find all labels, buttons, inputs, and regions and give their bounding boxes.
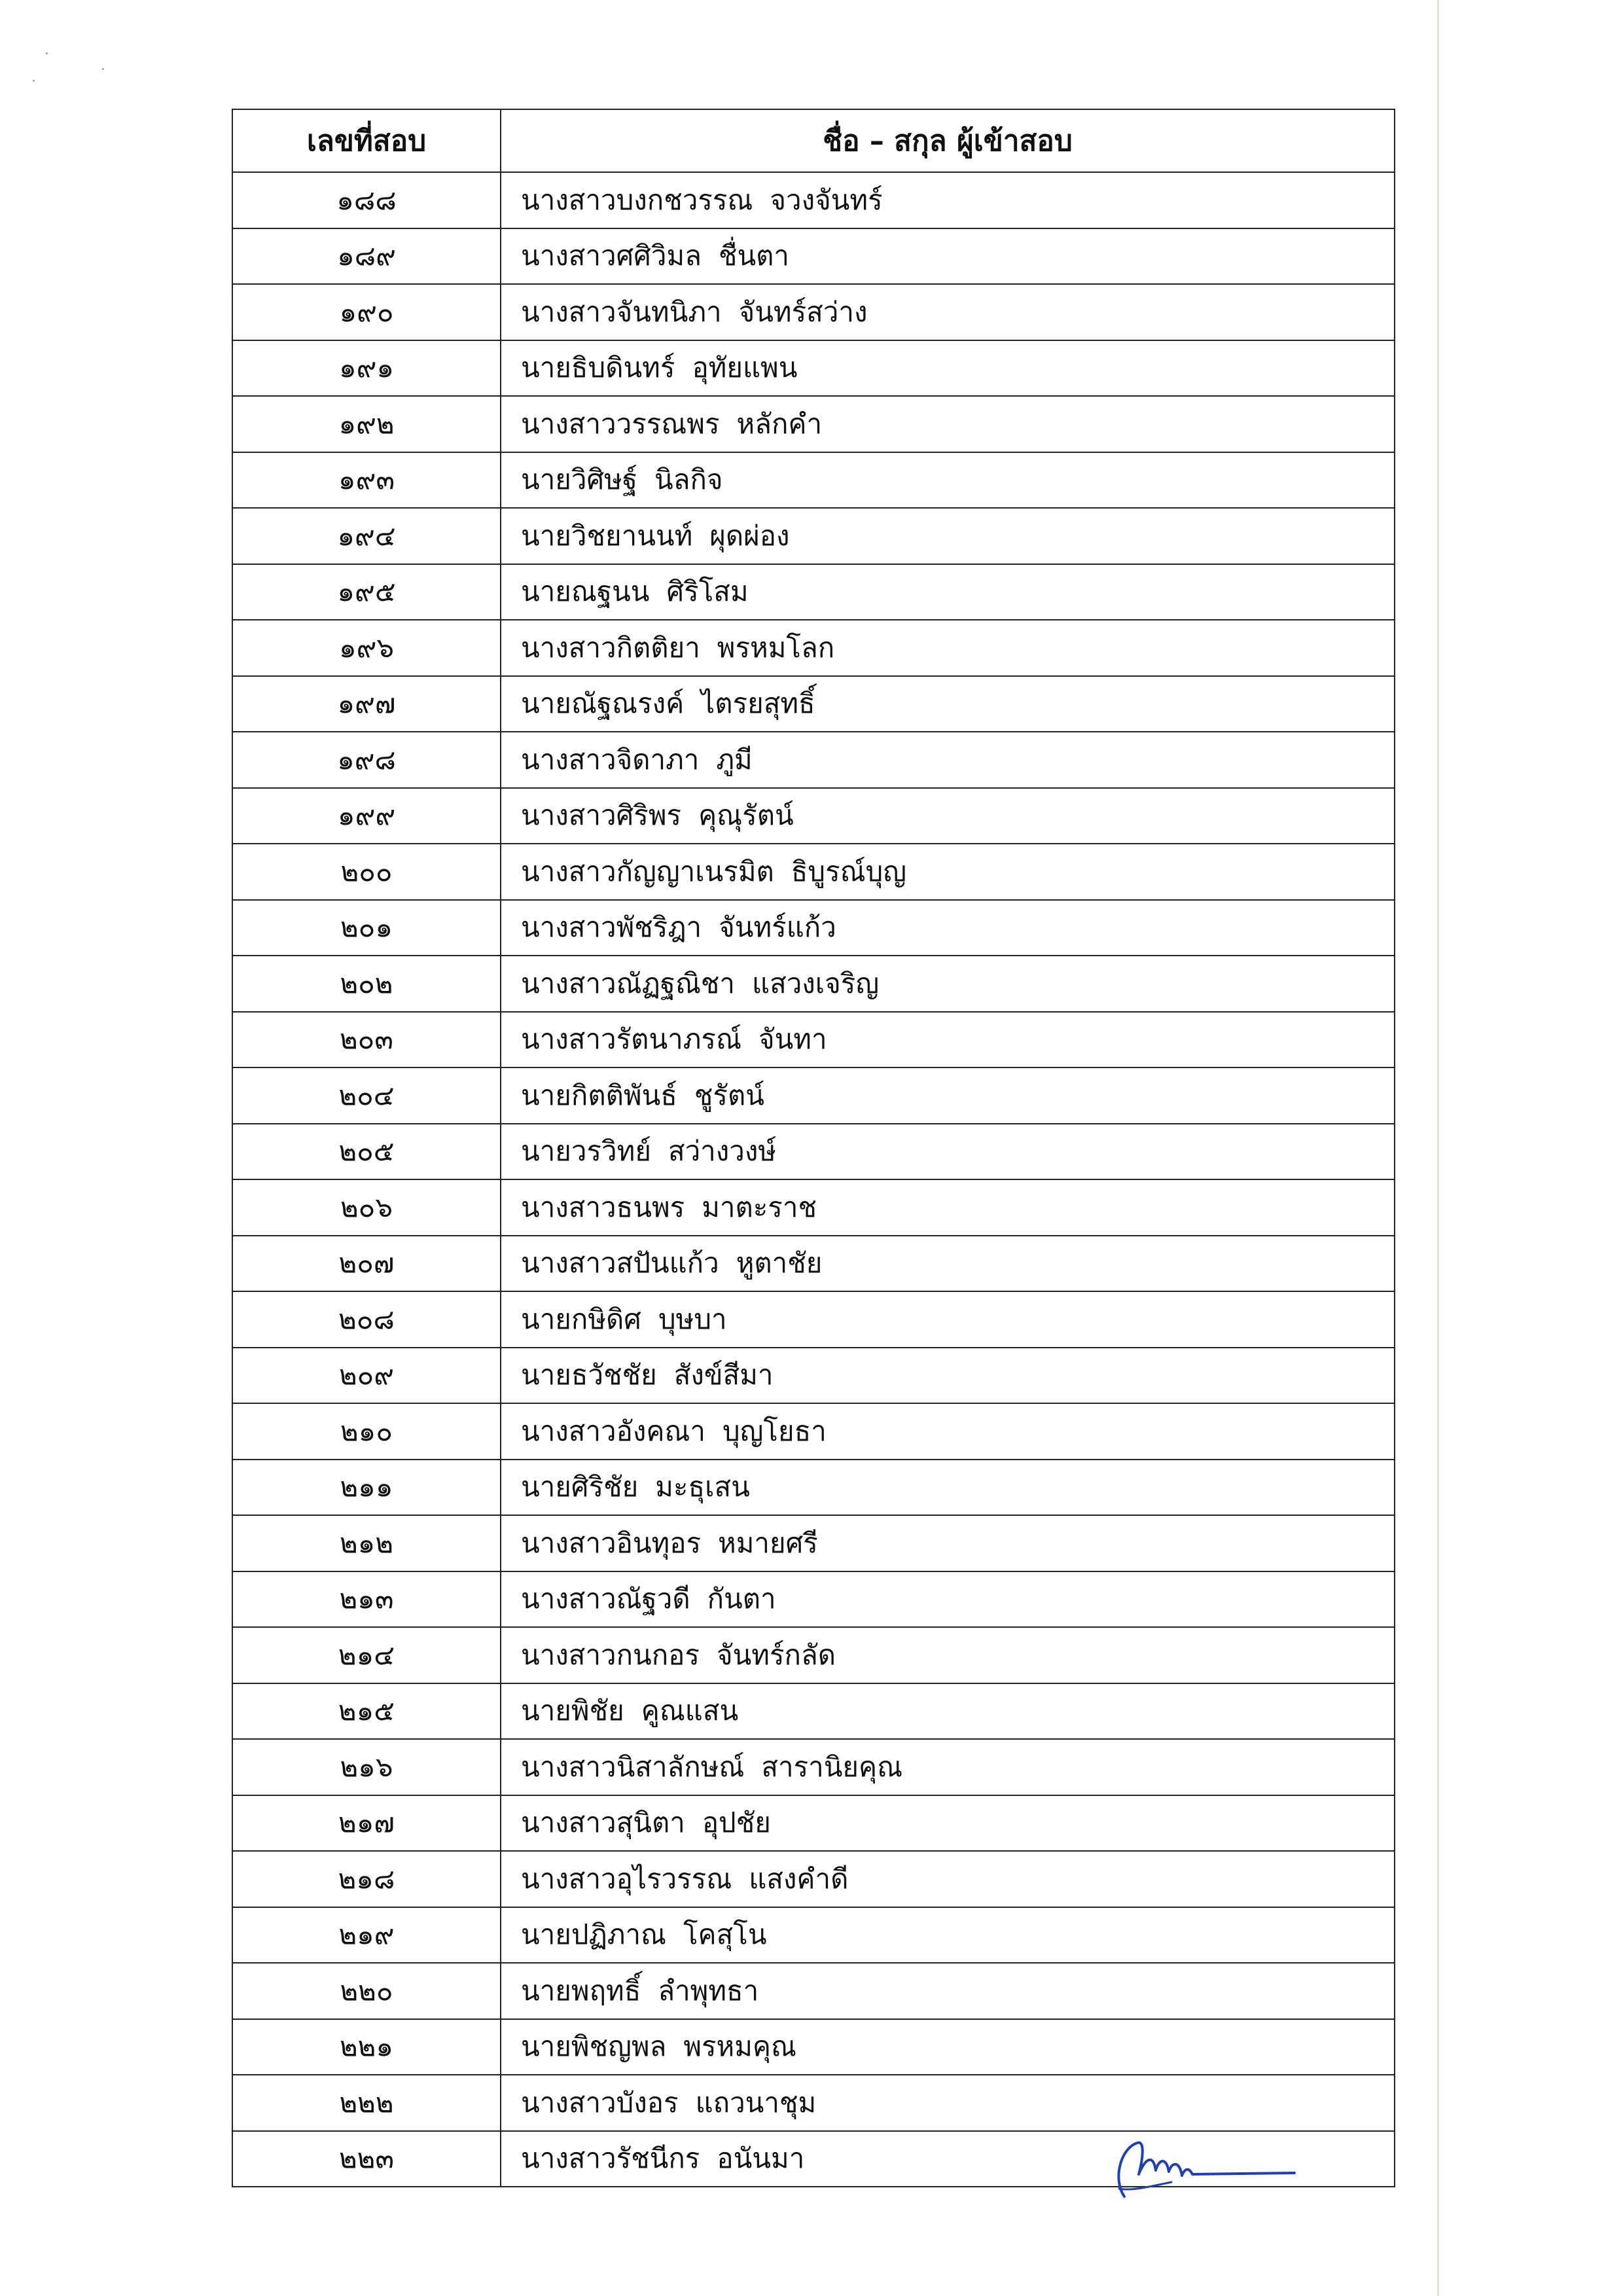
exam-number-cell: ๑๙๗ xyxy=(232,676,501,732)
candidate-last-name: บุญโยธา xyxy=(722,1414,827,1447)
table-row xyxy=(232,1348,1395,1404)
candidate-last-name: หมายศรี xyxy=(718,1526,818,1559)
table-row xyxy=(232,1067,1395,1124)
table-row xyxy=(232,1851,1395,1907)
exam-number-cell: ๑๙๒ xyxy=(232,396,501,452)
exam-number-cell: ๑๙๖ xyxy=(232,620,501,676)
table-row xyxy=(232,1403,1395,1460)
candidate-last-name: ธิบูรณ์บุญ xyxy=(791,855,907,888)
candidate-name-cell xyxy=(501,1179,1395,1236)
exam-number-cell: ๑๘๙ xyxy=(232,228,501,285)
scan-speck xyxy=(33,80,35,82)
candidate-name-cell xyxy=(501,228,1395,285)
exam-number-cell: ๒๒๐ xyxy=(232,1963,501,2019)
candidate-last-name: จันทา xyxy=(758,1023,827,1056)
candidate-name-cell xyxy=(501,1012,1395,1068)
candidate-name-cell xyxy=(501,1515,1395,1571)
candidate-first-name: นางสาวอุไรวรรณ xyxy=(521,1862,732,1895)
exam-number-cell: ๒๐๗ xyxy=(232,1236,501,1292)
table-row xyxy=(232,508,1395,564)
table-row xyxy=(232,732,1395,788)
exam-number-cell: ๑๙๓ xyxy=(232,452,501,509)
signature xyxy=(1106,2134,1296,2206)
candidate-name-cell xyxy=(501,172,1395,228)
candidate-first-name: นางสาวรัชนีกร xyxy=(521,2142,700,2175)
table-row xyxy=(232,396,1395,452)
table-row xyxy=(232,676,1395,732)
exam-number-cell: ๒๑๘ xyxy=(232,1851,501,1907)
candidate-first-name: นางสาวกนกอร xyxy=(521,1638,700,1671)
table-row xyxy=(232,564,1395,620)
candidate-first-name: นายกษิดิศ xyxy=(521,1302,641,1335)
candidate-last-name: จันทร์สว่าง xyxy=(738,295,868,328)
table-row xyxy=(232,620,1395,676)
table-row xyxy=(232,1627,1395,1683)
candidate-name-cell xyxy=(501,1460,1395,1516)
candidate-last-name: มะธุเสน xyxy=(655,1471,750,1503)
candidate-first-name: นางสาวกัญญาเนรมิต xyxy=(521,855,774,888)
candidate-last-name: หลักคำ xyxy=(736,407,823,440)
candidate-first-name: นายณัฐณรงค์ xyxy=(521,687,685,720)
candidate-first-name: นางสาวพัชริฎา xyxy=(521,911,702,944)
candidate-first-name: นายปฏิภาณ xyxy=(521,1918,666,1951)
candidate-name-cell xyxy=(501,620,1395,676)
candidate-name-cell xyxy=(501,564,1395,620)
table-row xyxy=(232,452,1395,509)
candidate-first-name: นางสาวอินทุอร xyxy=(521,1526,702,1559)
candidate-name-cell xyxy=(501,1683,1395,1740)
table-row xyxy=(232,1124,1395,1180)
candidate-last-name: กันตา xyxy=(707,1583,776,1615)
candidate-last-name: ลำพุทธา xyxy=(658,1974,759,2007)
table-row xyxy=(232,1179,1395,1236)
candidate-last-name: สารานิยคุณ xyxy=(761,1750,903,1783)
exam-number-cell: ๒๑๒ xyxy=(232,1515,501,1571)
candidate-name-cell xyxy=(501,1403,1395,1460)
candidate-name-cell xyxy=(501,1124,1395,1180)
candidate-name-cell xyxy=(501,340,1395,397)
candidate-last-name: สังข์สีมา xyxy=(673,1359,774,1391)
table-row xyxy=(232,1571,1395,1628)
table-row xyxy=(232,172,1395,228)
candidate-name-cell xyxy=(501,1067,1395,1124)
candidate-name-cell xyxy=(501,1291,1395,1348)
table-row xyxy=(232,1460,1395,1516)
exam-number-cell: ๒๒๑ xyxy=(232,2019,501,2075)
candidate-first-name: นายพิชัย xyxy=(521,1695,624,1727)
exam-number-cell: ๒๑๔ xyxy=(232,1627,501,1683)
candidate-last-name: โคสุโน xyxy=(683,1918,767,1951)
table-row xyxy=(232,1739,1395,1795)
table-row xyxy=(232,284,1395,340)
table-row xyxy=(232,2019,1395,2075)
candidate-name-cell xyxy=(501,788,1395,844)
candidate-first-name: นางสาวนิสาลักษณ์ xyxy=(521,1750,745,1783)
candidate-first-name: นางสาวสุนิตา xyxy=(521,1806,685,1839)
candidate-last-name: ชื่นตา xyxy=(718,240,790,272)
exam-number-cell: ๒๒๓ xyxy=(232,2131,501,2187)
table-row xyxy=(232,788,1395,844)
table-row xyxy=(232,956,1395,1012)
candidate-last-name: ไตรยสุทธิ์ xyxy=(701,687,815,720)
exam-number-cell: ๒๐๒ xyxy=(232,956,501,1012)
candidate-first-name: นายธิบดินทร์ xyxy=(521,351,675,384)
roster-body xyxy=(232,172,1395,2187)
candidate-last-name: มาตะราช xyxy=(702,1191,817,1223)
candidate-first-name: นายวรวิทย์ xyxy=(521,1135,651,1168)
exam-number-cell: ๒๐๐ xyxy=(232,844,501,900)
exam-number-cell: ๒๐๓ xyxy=(232,1012,501,1068)
candidate-name-cell xyxy=(501,1907,1395,1964)
exam-number-cell: ๒๐๕ xyxy=(232,1124,501,1180)
exam-number-cell: ๒๐๙ xyxy=(232,1348,501,1404)
exam-number-cell: ๒๒๒ xyxy=(232,2075,501,2131)
candidate-last-name: พรหมคุณ xyxy=(683,2030,796,2063)
candidate-last-name: ศิริโสม xyxy=(666,575,749,608)
exam-number-cell: ๒๑๑ xyxy=(232,1460,501,1516)
candidate-first-name: นายพิชญพล xyxy=(521,2030,667,2063)
exam-number-cell: ๒๑๕ xyxy=(232,1683,501,1740)
candidate-first-name: นายวิชยานนท์ xyxy=(521,519,693,552)
candidate-first-name: นางสาวธนพร xyxy=(521,1191,685,1223)
header-exam-number: เลขที่สอบ xyxy=(232,109,501,172)
candidate-name-cell xyxy=(501,1963,1395,2019)
candidate-last-name: จันทร์กลัด xyxy=(716,1638,836,1671)
candidate-name-cell xyxy=(501,732,1395,788)
table-row xyxy=(232,1795,1395,1852)
table-row xyxy=(232,340,1395,397)
exam-number-cell: ๒๑๗ xyxy=(232,1795,501,1852)
table-row xyxy=(232,1236,1395,1292)
candidate-first-name: นางสาวณัฐวดี xyxy=(521,1583,690,1615)
candidate-first-name: นางสาวรัตนาภรณ์ xyxy=(521,1023,741,1056)
exam-number-cell: ๒๑๖ xyxy=(232,1739,501,1795)
exam-number-cell: ๑๙๕ xyxy=(232,564,501,620)
table-row xyxy=(232,1515,1395,1571)
exam-number-cell: ๒๐๑ xyxy=(232,900,501,956)
candidate-name-cell xyxy=(501,508,1395,564)
scan-speck xyxy=(46,52,48,54)
candidate-last-name: ผุดผ่อง xyxy=(709,519,790,552)
exam-number-cell: ๒๐๘ xyxy=(232,1291,501,1348)
candidate-first-name: นางสาวศศิวิมล xyxy=(521,240,702,272)
candidate-first-name: นางสาวบังอร xyxy=(521,2086,679,2119)
candidate-last-name: อุทัยแพน xyxy=(692,351,798,384)
candidate-name-cell xyxy=(501,1851,1395,1907)
table-row xyxy=(232,1291,1395,1348)
scan-speck xyxy=(102,68,104,70)
table-row xyxy=(232,1012,1395,1068)
candidate-last-name: แถวนาชุม xyxy=(695,2086,817,2119)
exam-number-cell: ๑๙๑ xyxy=(232,340,501,397)
candidate-last-name: อนันมา xyxy=(717,2142,805,2175)
candidate-last-name: แสงคำดี xyxy=(749,1862,849,1895)
candidate-last-name: พรหมโลก xyxy=(717,631,835,664)
exam-number-cell: ๒๑๙ xyxy=(232,1907,501,1964)
candidate-name-cell xyxy=(501,676,1395,732)
candidate-name-cell xyxy=(501,1627,1395,1683)
exam-number-cell: ๒๐๖ xyxy=(232,1179,501,1236)
candidate-last-name: ภูมี xyxy=(716,743,753,776)
candidate-name-cell xyxy=(501,1571,1395,1628)
candidate-last-name: คูณแสน xyxy=(641,1695,739,1727)
candidate-first-name: นางสาววรรณพร xyxy=(521,407,720,440)
candidate-name-cell xyxy=(501,2019,1395,2075)
candidate-first-name: นางสาวกิตติยา xyxy=(521,631,700,664)
candidate-name-cell xyxy=(501,844,1395,900)
exam-number-cell: ๒๑๐ xyxy=(232,1403,501,1460)
exam-number-cell: ๑๙๔ xyxy=(232,508,501,564)
candidate-last-name: อุปชัย xyxy=(702,1806,771,1839)
table-row xyxy=(232,228,1395,285)
exam-roster-table xyxy=(232,109,1395,2187)
candidate-last-name: ชูรัตน์ xyxy=(694,1079,764,1111)
candidate-name-cell xyxy=(501,396,1395,452)
candidate-last-name: บุษบา xyxy=(658,1302,727,1335)
candidate-first-name: นางสาวศิริพร xyxy=(521,799,682,832)
table-row xyxy=(232,1963,1395,2019)
candidate-first-name: นางสาวจันทนิภา xyxy=(521,295,722,328)
candidate-first-name: นางสาวบงกชวรรณ xyxy=(521,183,753,216)
table-row xyxy=(232,1907,1395,1964)
candidate-last-name: จวงจันทร์ xyxy=(770,183,883,216)
candidate-last-name: แสวงเจริญ xyxy=(752,967,880,999)
page-edge-line xyxy=(1437,0,1439,2296)
candidate-name-cell xyxy=(501,452,1395,509)
candidate-name-cell xyxy=(501,1795,1395,1852)
candidate-first-name: นางสาวจิดาภา xyxy=(521,743,700,776)
exam-number-cell: ๑๙๙ xyxy=(232,788,501,844)
header-candidate-name: ชื่อ – สกุล ผู้เข้าสอบ xyxy=(501,109,1395,172)
exam-number-cell: ๒๑๓ xyxy=(232,1571,501,1628)
candidate-first-name: นายธวัชชัย xyxy=(521,1359,657,1391)
candidate-name-cell xyxy=(501,1348,1395,1404)
candidate-first-name: นายณฐนน xyxy=(521,575,650,608)
table-row xyxy=(232,844,1395,900)
candidate-name-cell xyxy=(501,1739,1395,1795)
candidate-last-name: คุณุรัตน์ xyxy=(698,799,794,832)
candidate-name-cell xyxy=(501,284,1395,340)
exam-number-cell: ๑๙๘ xyxy=(232,732,501,788)
candidate-first-name: นายพฤทธิ์ xyxy=(521,1974,641,2007)
table-header-row xyxy=(232,109,1395,172)
candidate-first-name: นางสาวณัฏฐณิชา xyxy=(521,967,735,999)
candidate-last-name: นิลกิจ xyxy=(654,463,723,496)
candidate-name-cell xyxy=(501,900,1395,956)
candidate-name-cell xyxy=(501,2075,1395,2131)
exam-number-cell: ๑๙๐ xyxy=(232,284,501,340)
exam-number-cell: ๑๘๘ xyxy=(232,172,501,228)
candidate-last-name: จันทร์แก้ว xyxy=(719,911,836,944)
candidate-name-cell xyxy=(501,956,1395,1012)
candidate-first-name: นายวิศิษฐ์ xyxy=(521,463,638,496)
table-row xyxy=(232,2075,1395,2131)
table-row xyxy=(232,900,1395,956)
table-row xyxy=(232,1683,1395,1740)
candidate-first-name: นางสาวสปันแก้ว xyxy=(521,1247,719,1280)
candidate-last-name: หูตาชัย xyxy=(736,1247,823,1280)
candidate-last-name: สว่างวงษ์ xyxy=(668,1135,777,1168)
candidate-first-name: นายศิริชัย xyxy=(521,1471,639,1503)
candidate-name-cell xyxy=(501,1236,1395,1292)
exam-number-cell: ๒๐๔ xyxy=(232,1067,501,1124)
candidate-first-name: นายกิตติพันธ์ xyxy=(521,1079,677,1111)
candidate-first-name: นางสาวอังคณา xyxy=(521,1414,705,1447)
